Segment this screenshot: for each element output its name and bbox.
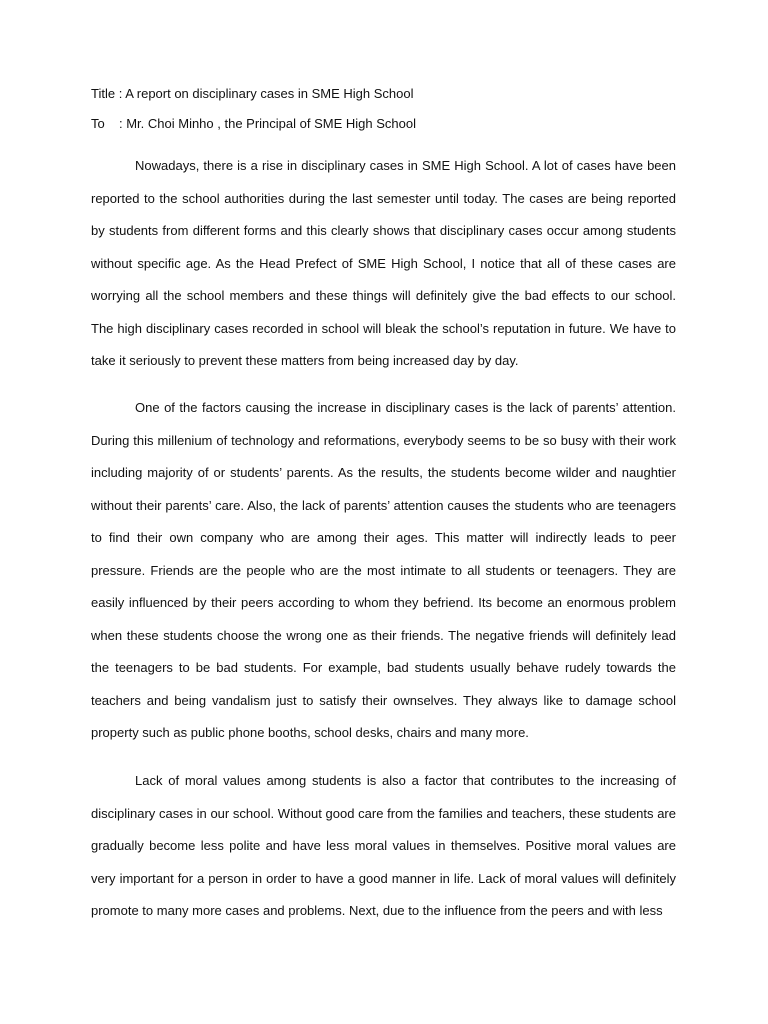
paragraph-parents-attention: One of the factors causing the increase in disciplinary cases is the lack of parents’ attention. During this millenium of technology and reformations, everybody seems to be so busy with their work including majority of or students’ parents. As the results, the students become wilder and naughtier without their parents’ care. Also, the lack of parents’ attention causes the students who are teenagers to find their own company who are among their ages. This matter will indirectly leads to peer pressure. Friends are the people who are the most intimate to all students or teenagers. They are easily influenced by their peers according to whom they befriend. Its become an enormous problem when these students choose the wrong one as their friends. The negative friends will definitely lead the teenagers to be bad students. For example, bad students usually behave rudely towards the teachers and being vandalism just to satisfy their ownselves. They always like to damage school property such as public phone booths, school desks, chairs and many more.: [91, 400, 676, 740]
report-title: Title : A report on disciplinary cases in SME High School: [91, 86, 414, 101]
paragraph-intro: Nowadays, there is a rise in disciplinary cases in SME High School. A lot of cases have been reported to the school authorities during the last semester until today. The cases are being reported by students from different forms and this clearly shows that disciplinary cases occur among students without specific age. As the Head Prefect of SME High School, I notice that all of these cases are worrying all the school members and these things will definitely give the bad effects to our school. The high disciplinary cases recorded in school will bleak the school’s reputation in future. We have to take it seriously to prevent these matters from being increased day by day.: [91, 158, 676, 368]
recipient-label: To: [91, 116, 105, 131]
recipient-line: [91, 116, 416, 132]
recipient-value: : Mr. Choi Minho , the Principal of SME High School: [119, 116, 416, 131]
paragraph-moral-values: Lack of moral values among students is also a factor that contributes to the increasing of disciplinary cases in our school. Without good care from the families and teachers, these students are gradually become less polite and have less moral values in themselves. Positive moral values are very important for a person in order to have a good manner in life. Lack of moral values will definitely promote to many more cases and problems. Next, due to the influence from the peers and with less: [91, 773, 676, 918]
